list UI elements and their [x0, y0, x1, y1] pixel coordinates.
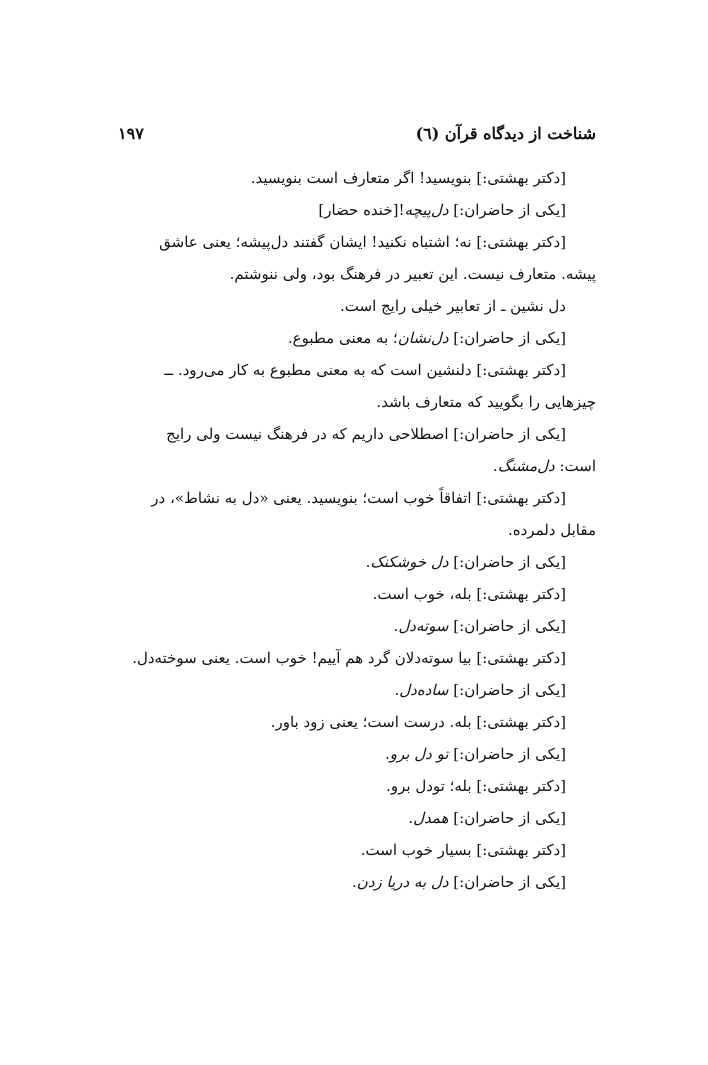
- header-title: شناخت از دیدگاه قرآن (٦): [415, 124, 596, 143]
- page-body: [112, 162, 596, 898]
- line-suffix: ![خنده حضار]: [318, 201, 405, 219]
- italic-term: دل‌مشنگ: [497, 457, 555, 475]
- text-line: [112, 706, 596, 738]
- line-text: [دکتر بهشتی:] بیا سوته‌دلان گرد هم آییم! خوب است. یعنی سوخته‌دل.: [132, 649, 566, 667]
- italic-term: دل به دریا زدن: [356, 873, 449, 891]
- text-line: [112, 450, 596, 482]
- line-text: [یکی از حاضران:]: [448, 873, 566, 891]
- line-text: [یکی از حاضران:]: [448, 617, 566, 635]
- line-text: [دکتر بهشتی:] بنویسید! اگر متعارف است بنویسید.: [250, 169, 566, 187]
- line-suffix: .: [352, 873, 357, 891]
- italic-term: همدل: [413, 809, 449, 827]
- text-line: [112, 418, 596, 450]
- line-text: [دکتر بهشتی:] بله؛ تودل برو.: [386, 777, 566, 795]
- line-suffix: .: [385, 745, 390, 763]
- italic-term: سوته‌دل: [398, 617, 449, 635]
- italic-term: تو دل برو: [389, 745, 449, 763]
- text-line: [112, 354, 596, 386]
- text-line: [112, 322, 596, 354]
- line-text: [یکی از حاضران:]: [448, 329, 566, 347]
- line-text: [دکتر بهشتی:] بله، خوب است.: [372, 585, 566, 603]
- text-line: [112, 514, 596, 546]
- text-line: [112, 546, 596, 578]
- text-line: [112, 642, 596, 674]
- line-text: [دکتر بهشتی:] بله. درست است؛ یعنی زود باور.: [270, 713, 566, 731]
- text-line: [112, 482, 596, 514]
- text-line: [112, 834, 596, 866]
- text-line: [112, 258, 596, 290]
- line-text: چیزهایی را بگویید که متعارف باشد.: [376, 393, 596, 411]
- running-header: [118, 120, 596, 148]
- line-text: مقابل دلمرده.: [507, 521, 596, 539]
- text-line: [112, 290, 596, 322]
- text-line: [112, 162, 596, 194]
- page-number: ۱۹۷: [118, 124, 144, 143]
- text-line: [112, 578, 596, 610]
- line-suffix: ؛ به معنی مطبوع.: [287, 329, 398, 347]
- text-line: [112, 802, 596, 834]
- line-text: [دکتر بهشتی:] اتفاقاً خوب است؛ بنویسید. یعنی «دل به نشاط»، در: [151, 489, 566, 507]
- text-line: [112, 610, 596, 642]
- line-text: [یکی از حاضران:]: [448, 681, 566, 699]
- line-text: دل نشین ـ از تعابیر خیلی رایج است.: [340, 297, 566, 315]
- text-line: [112, 386, 596, 418]
- line-text: [یکی از حاضران:]: [448, 553, 566, 571]
- line-text: [یکی از حاضران:]: [448, 201, 566, 219]
- text-line: [112, 770, 596, 802]
- line-text: [یکی از حاضران:]: [448, 745, 566, 763]
- line-text: است:: [554, 457, 596, 475]
- text-line: [112, 866, 596, 898]
- line-text: [دکتر بهشتی:] نه؛ اشتباه نکنید! ایشان گفتند دل‌پیشه؛ یعنی عاشق: [159, 233, 566, 251]
- line-suffix: .: [394, 681, 400, 699]
- italic-term: دل‌پیچه: [404, 201, 449, 219]
- text-line: [112, 738, 596, 770]
- italic-term: دل‌نشان: [397, 329, 449, 347]
- line-text: [دکتر بهشتی:] دلنشین است که به معنی مطبوع به کار می‌رود. ــ: [164, 361, 566, 379]
- line-text: [دکتر بهشتی:] بسیار خوب است.: [360, 841, 566, 859]
- line-text: [یکی از حاضران:] اصطلاحی داریم که در فرهنگ نیست ولی رایج: [166, 425, 566, 443]
- italic-term: دل خوشکنک: [370, 553, 449, 571]
- text-line: [112, 194, 596, 226]
- line-suffix: .: [365, 553, 371, 571]
- text-line: [112, 674, 596, 706]
- line-suffix: .: [492, 457, 498, 475]
- line-suffix: .: [393, 617, 399, 635]
- line-text: پیشه. متعارف نیست. این تعبیر در فرهنگ بود، ولی ننوشتم.: [229, 265, 596, 283]
- line-suffix: .: [408, 809, 414, 827]
- line-text: [یکی از حاضران:]: [448, 809, 566, 827]
- italic-term: ساده‌دل: [399, 681, 449, 699]
- text-line: [112, 226, 596, 258]
